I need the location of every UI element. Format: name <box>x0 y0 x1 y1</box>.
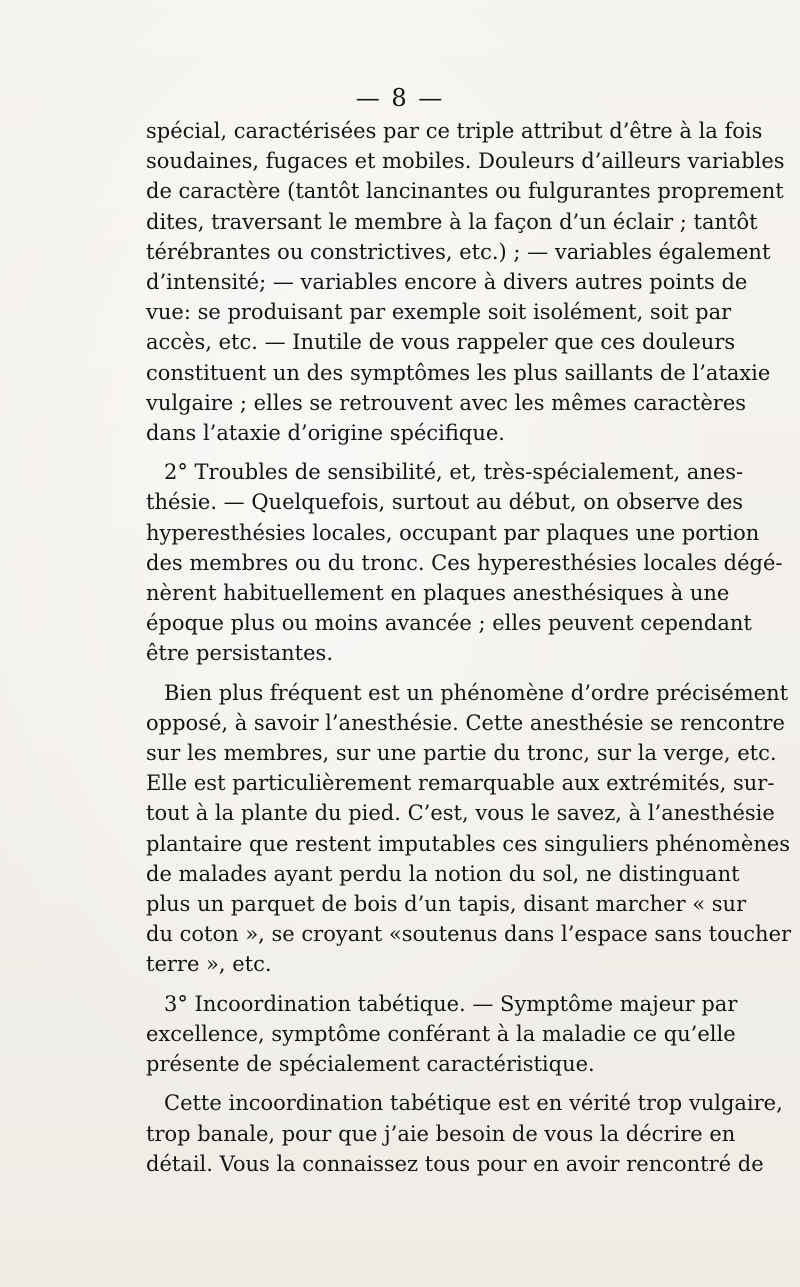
paragraph-incoordination <box>146 989 738 1080</box>
text-line: vulgaire ; elles se retrouvent avec les mêmes caractères <box>146 390 747 415</box>
text-line: des membres ou du tronc. Ces hyperesthésies locales dégé- <box>146 550 783 575</box>
text-line: tout à la plante du pied. C’est, vous le savez, à l’anesthésie <box>146 801 775 826</box>
text-line: plantaire que restent imputables ces singuliers phénomènes <box>146 831 791 856</box>
text-line: accès, etc. — Inutile de vous rappeler que ces douleurs <box>146 330 736 355</box>
text-line: être persistantes. <box>146 641 333 666</box>
paragraph-pain <box>146 116 785 448</box>
text-line: soudaines, fugaces et mobiles. Douleurs d’ailleurs variables <box>146 149 785 174</box>
paragraph-sensibility <box>146 457 783 668</box>
text-line: sur les membres, sur une partie du tronc, sur la verge, etc. <box>146 741 777 766</box>
text-line: trop banale, pour que j’aie besoin de vous la décrire en <box>146 1121 736 1146</box>
text-line: Elle est particulièrement remarquable aux extrémités, sur- <box>146 771 775 796</box>
text-line: constituent un des symptômes les plus saillants de l’ataxie <box>146 360 771 385</box>
text-line: plus un parquet de bois d’un tapis, disant marcher « sur <box>146 892 747 917</box>
text-line: Bien plus fréquent est un phénomène d’ordre précisément <box>164 680 789 705</box>
paragraph-description <box>146 1088 783 1179</box>
text-line: vue: se produisant par exemple soit isolément, soit par <box>146 300 732 325</box>
text-line: d’intensité; — variables encore à divers autres points de <box>146 270 748 295</box>
text-line: thésie. — Quelquefois, surtout au début, on observe des <box>146 490 744 515</box>
text-line: excellence, symptôme conférant à la maladie ce qu’elle <box>146 1021 736 1046</box>
text-line: hyperesthésies locales, occupant par plaques une portion <box>146 520 760 545</box>
text-line: terre », etc. <box>146 952 272 977</box>
text-line: Cette incoordination tabétique est en vérité trop vulgaire, <box>164 1091 783 1116</box>
page-number: — 8 — <box>355 84 445 112</box>
text-line: dans l’ataxie d’origine spécifique. <box>146 421 505 446</box>
text-line: 3° Incoordination tabétique. — Symptôme majeur par <box>164 991 738 1016</box>
text-line: 2° Troubles de sensibilité, et, très-spécialement, anes- <box>164 460 744 485</box>
text-line: dites, traversant le membre à la façon d’un éclair ; tantôt <box>146 209 758 234</box>
text-line: opposé, à savoir l’anesthésie. Cette anesthésie se rencontre <box>146 710 785 735</box>
text-line: de caractère (tantôt lancinantes ou fulgurantes proprement <box>146 179 784 204</box>
text-line: présente de spécialement caractéristique. <box>146 1052 595 1077</box>
text-line: de malades ayant perdu la notion du sol, ne distinguant <box>146 861 740 886</box>
text-line: nèrent habituellement en plaques anesthésiques à une <box>146 581 730 606</box>
paragraph-anesthesia <box>146 678 792 980</box>
body-text <box>146 116 792 1179</box>
text-line: époque plus ou moins avancée ; elles peuvent cependant <box>146 611 752 636</box>
text-line: térébrantes ou constrictives, etc.) ; — variables également <box>146 239 771 264</box>
text-line: détail. Vous la connaissez tous pour en avoir rencontré de <box>146 1151 764 1176</box>
text-line: du coton », se croyant «soutenus dans l’espace sans toucher <box>146 922 792 947</box>
text-line: spécial, caractérisées par ce triple attribut d’être à la fois <box>146 119 763 143</box>
